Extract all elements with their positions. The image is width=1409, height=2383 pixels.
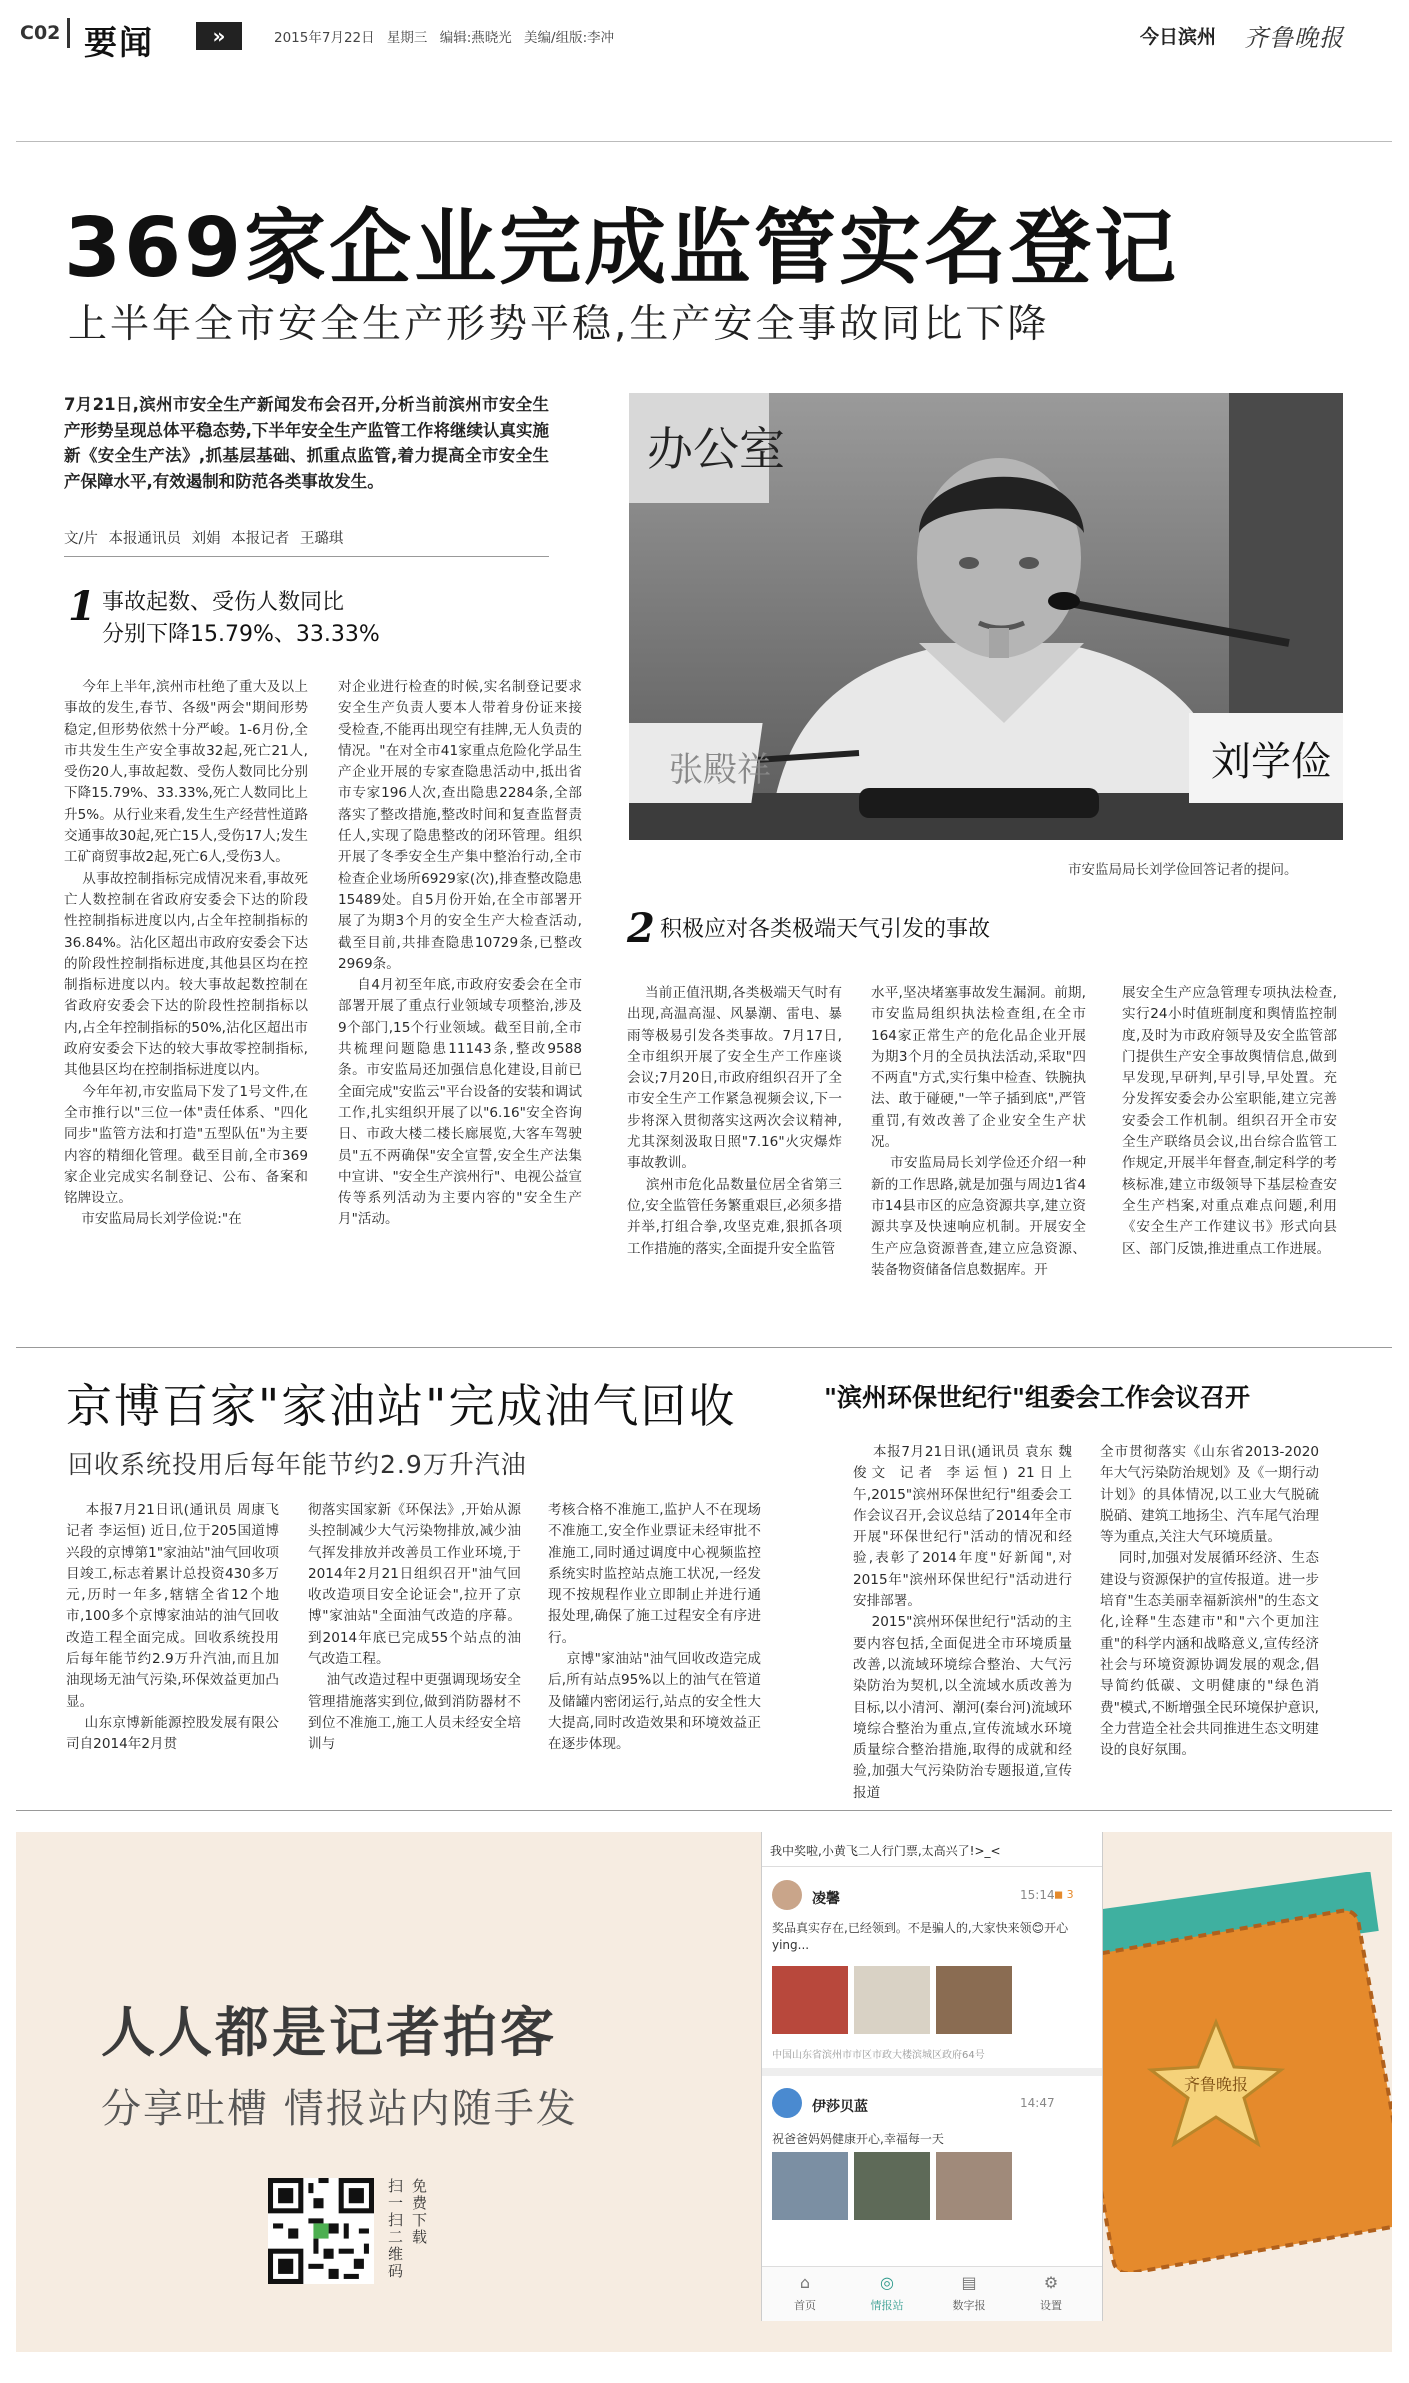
gear-icon[interactable]: ⚙ — [1043, 2273, 1059, 2292]
article-divider — [16, 1347, 1392, 1348]
avatar[interactable] — [772, 1880, 802, 1910]
article-3-column-2: 全市贯彻落实《山东省2013-2020年大气污染防治规划》及《一期行动计划》的具体情况,以工业大气脱硫脱硝、建筑工地扬尘、汽车尾气治理等为重点,关注大气环境质量。 同时,加强对发展循环经济、生态建设与资源保护的宣传报道。进一步培育"生态美丽幸福新滨州"的生态文化,诠释"生态建市"和"六个更加注重"的科学内涵和战略意义,宣传经济社会与环境资源协调发展的观念,倡导简约低碳、文明健康的"绿色消费"模式,不断增强全民环境保护意识,全力营造全社会共同推进生态文明建设的良好氛围。 — [1100, 1444, 1319, 1759]
tab-settings[interactable]: 设置 — [1040, 2299, 1062, 2312]
article-2-column-3: 考核合格不准施工,监护人不在现场不准施工,安全作业票证未经审批不准施工,同时通过调度中心视频监控系统实时监控站点施工状况,一经发现不按规程作业立即制止并进行通报处理,确保了施工过程安全有序进行。 京博"家油站"油气回收改造完成后,所有站点95%以上的油气在管道及储罐内密闭运行,站点的安全性大大提高,同时改造效果和环境效益正在逐步体现。 — [548, 1502, 761, 1753]
phone-rule — [762, 1866, 1102, 1867]
paper-logo: 齐鲁晚报 — [1244, 24, 1344, 52]
page-number: C02 — [20, 22, 61, 44]
tab-home[interactable]: 首页 — [794, 2299, 816, 2312]
tab-digital[interactable]: 数字报 — [952, 2299, 986, 2312]
qr-download-label: 免费下载 — [412, 2177, 428, 2246]
article-3-column-1: 本报7月21日讯(通讯员 袁东 魏俊文 记者 李运恒) 21日上午,2015"滨州环保世纪行"组委会工作会议召开,会议总结了2014年全市开展"环保世纪行"活动的情况和经验,表彰了2014年度"好新闻",对2015年"滨州环保世纪行"活动进行安排部署。 2015"滨州环保世纪行"活动的主要内容包括,全面促进全市环境质量改善,以流域环境综合整治、大气污染防治为契机,以全流域水质改善为目标,以小清河、潮河(秦台河)流域环境综合整治为重点,宣传流域水环境质量综合整治措施,取得的成就和经验,加强大气污染防治专题报道,宣传报道 — [853, 1444, 1072, 1801]
phone-tab-bar — [762, 2266, 1102, 2321]
byline: 文/片 本报通讯员 刘娟 本报记者 王璐琪 — [64, 531, 344, 547]
speaker-nameplate: 刘学俭 — [1211, 739, 1331, 785]
main-headline: 369家企业完成监管实名登记 — [64, 201, 1180, 296]
post-1-photo[interactable] — [936, 1966, 1012, 2034]
post-2-time: 14:47 — [1020, 2096, 1055, 2110]
intel-icon[interactable]: ◎ — [880, 2273, 894, 2292]
paper-edition: 今日滨州 — [1140, 26, 1217, 48]
book-badge-text: 齐鲁晚报 — [1184, 2075, 1249, 2094]
article-2-column-2: 彻落实国家新《环保法》,开始从源头控制减少大气污染物排放,减少油气挥发排放并改善员工作业环境,于2014年2月21日组织召开"油气回收改造项目安全论证会",拉开了京博"家油站"全面油气改造的序幕。到2014年底已完成55个站点的油气改造工程。 油气改造过程中更强调现场安全管理措施落实到位,做到消防器材不到位不准施工,施工人员未经安全培训与 — [308, 1502, 521, 1753]
ad-subheadline: 分享吐槽 情报站内随手发 — [101, 2086, 578, 2132]
section-name: 要闻 — [84, 23, 154, 62]
header-divider — [67, 18, 70, 48]
phone-banner-text: 我中奖啦,小黄飞二人行门票,太高兴了!>_< — [770, 1844, 1001, 1858]
post-1-text: 奖品真实存在,已经领到。不是骗人的,大家快来领😊开心ying... — [772, 1921, 1069, 1952]
notebook-illustration — [1066, 1872, 1392, 2272]
section-2-column-3: 展安全生产应急管理专项执法检查,实行24小时值班制度和舆情监控制度,及时为市政府领导及安全监管部门提供生产安全事故舆情信息,做到早发现,早研判,早引导,早处置。充分发挥安委会办公室职能,建立完善安委会工作机制。组织召开全市安全生产联络员会议,出台综合监管工作规定,开展半年督查,制定科学的考核标准,建立市级领导下基层检查安全生产档案,对重点难点问题,利用《安全生产工作建议书》形式向县区、部门反馈,推进重点工作进展。 — [1122, 985, 1337, 1257]
qr-label: 扫一扫 二维码 — [388, 2177, 404, 2280]
phone-gap — [762, 2068, 1102, 2076]
post-1-username[interactable]: 凌馨 — [812, 1891, 840, 1907]
section-1-column-1: 今年上半年,滨州市杜绝了重大及以上事故的发生,春节、各级"两会"期间形势稳定,但形势依然十分严峻。1-6月份,全市共发生生产安全事故32起,死亡21人,受伤20人,事故起数、受伤人数同比分别下降15.79%、33.33%,死亡人数同比上升5%。从行业来看,发生生产经营性道路交通事故30起,死亡15人,受伤17人;发生工矿商贸事故2起,死亡6人,受伤3人。 从事故控制指标完成情况来看,事故死亡人数控制在省政府安委会下达的阶段性控制指标进度以内,占全年控制指标的36.84%。沾化区超出市政府安委会下达的阶段性控制指标进度,其他县区均在控制指标进度以内。较大事故起数控制在省政府安委会下达的阶段性控制指标以内,占全年控制指标的50%,沾化区超出市政府安委会下达的较大事故零控制指标,其他县区均在控制指标进度以内。 今年年初,市安监局下发了1号文件,在全市推行以"三位一体"责任体系、"四化同步"监管方法和打造"五型队伍"为主要内容的精细化管理。截至目前,全市369家企业完成实名制登记、公布、备案和铭牌设立。 市安监局局长刘学俭说:"在 — [64, 679, 308, 1228]
ad-headline: 人人都是记者拍客 — [101, 2001, 557, 2064]
left-nameplate: 张殿祥 — [669, 750, 771, 790]
byline-rule — [64, 556, 549, 557]
post-1-time: 15:14 — [1020, 1888, 1055, 1902]
section-1-number: 1 — [68, 583, 96, 630]
post-2-username[interactable]: 伊莎贝蓝 — [812, 2099, 868, 2115]
section-1-title-line1: 事故起数、受伤人数同比 — [102, 590, 345, 615]
avatar[interactable] — [772, 2088, 802, 2118]
newspaper-icon[interactable]: ▤ — [961, 2273, 977, 2292]
photo-caption: 市安监局局长刘学俭回答记者的提问。 — [1068, 862, 1298, 878]
post-2-photo[interactable] — [854, 2152, 930, 2220]
post-2-photo[interactable] — [772, 2152, 848, 2220]
speaker-illustration — [629, 393, 1343, 840]
tab-intel[interactable]: 情报站 — [870, 2299, 904, 2312]
qr-code[interactable] — [268, 2178, 374, 2284]
article-2-column-1: 本报7月21日讯(通讯员 周康飞 记者 李运恒) 近日,位于205国道博兴段的京博第1"家油站"油气回收项目竣工,标志着累计总投资430多万元,历时一年多,辖辖全省12个地市,100多个京博家油站的油气回收改造工程全面完成。回收系统投用后每年能节约2.9万升汽油,而且加油现场无油气污染,环保效益更加凸显。 山东京博新能源控股发展有限公司自2014年2月贯 — [66, 1502, 279, 1753]
section-2-title: 积极应对各类极端天气引发的事故 — [660, 917, 991, 942]
home-icon[interactable]: ⌂ — [799, 2273, 811, 2292]
lead-paragraph: 7月21日,滨州市安全生产新闻发布会召开,分析当前滨州市安全生产形势呈现总体平稳态势,下半年安全生产监管工作将继续认真实施新《安全生产法》,抓基层基础、抓重点监管,着力提高全市安全生产保障水平,有效遏制和防范各类事故发生。 — [64, 395, 549, 491]
section-1-column-2: 对企业进行检查的时候,实名制登记要求安全生产负责人要本人带着身份证来接受检查,不能再出现空有挂牌,无人负责的情况。"在对全市41家重点危险化学品生产企业开展的专家查隐患活动中,抵出省市专家196人次,查出隐患2284条,全部落实了整改措施,整改时间和复查监督责任人,实现了隐患整改的闭环管理。组织开展了冬季安全生产集中整治行动,全市检查企业场所6929家(次),排查整改隐患15489处。自5月份开始,在全市部署开展了为期3个月的安全生产大检查活动,截至目前,共排查隐患10729条,已整改2969条。 自4月初至年底,市政府安委会在全市部署开展了重点行业领域专项整治,涉及9个部门,15个行业领域。截至目前,全市共梳理问题隐患11143条,整改9588条。市安监局还加强信息化建设,目前已全面完成"安监云"平台设备的安装和调试工作,扎实组织开展了以"6.16"安全咨询日、市政大楼二楼长廊展览,大客车驾驶员"五不两确保"安全宣誓,安全生产法集中宣讲、"安全生产滨州行"、电视公益宣传等系列活动为主要内容的"安全生产月"活动。 — [338, 679, 582, 1228]
post-2-photo[interactable] — [936, 2152, 1012, 2220]
section-1-title-line2: 分别下降15.79%、33.33% — [102, 622, 380, 647]
ad-divider — [16, 1810, 1392, 1811]
article-3-headline: "滨州环保世纪行"组委会工作会议召开 — [824, 1383, 1251, 1412]
phone-screen — [761, 1832, 1103, 2321]
post-1-photo[interactable] — [772, 1966, 848, 2034]
issue-meta: 2015年7月22日 星期三 编辑:燕晓光 美编/组版:李冲 — [274, 30, 615, 46]
header-rule — [16, 141, 1392, 142]
comment-icon[interactable]: ◼ 3 — [1054, 1888, 1074, 1901]
post-1-photo[interactable] — [854, 1966, 930, 2034]
article-2-headline: 京博百家"家油站"完成油气回收 — [66, 1379, 737, 1433]
wall-sign: 办公室 — [647, 422, 785, 476]
section-2-number: 2 — [627, 905, 655, 952]
section-arrow-icon: » — [196, 22, 242, 50]
section-2-column-1: 当前正值汛期,各类极端天气时有出现,高温高湿、风暴潮、雷电、暴雨等极易引发各类事故。7月17日,全市组织开展了安全生产工作座谈会议;7月20日,市政府组织召开了全市安全生产工作紧急视频会议,下一步将深入贯彻落实这两次会议精神,尤其深刻汲取日照"7.16"火灾爆炸事故教训。 滨州市危化品数量位居全省第三位,安全监管任务繁重艰巨,必须多措并举,打组合拳,攻坚克难,狠抓各项工作措施的落实,全面提升安全监管 — [627, 985, 842, 1257]
post-2-text: 祝爸爸妈妈健康开心,幸福每一天 — [772, 2132, 944, 2146]
article-2-subheadline: 回收系统投用后每年能节约2.9万升汽油 — [68, 1450, 527, 1479]
post-1-location: 中国山东省滨州市市区市政大楼滨城区政府64号 — [772, 2050, 985, 2061]
section-2-column-2: 水平,坚决堵塞事故发生漏洞。前期,市安监局组织执法检查组,在全市164家正常生产的危化品企业开展为期3个月的全员执法活动,采取"四不两直"方式,实行集中检查、铁腕执法、敢于碰硬,"一竿子插到底",严管重罚,有效改善了企业安全生产状况。 市安监局局长刘学俭还介绍一种新的工作思路,就是加强与周边1省4市14县市区的应急资源共享,建立资源共享及快速响应机制。开展安全生产应急资源普查,建立应急资源、装备物资储备信息数据库。开 — [871, 985, 1086, 1278]
main-subheadline: 上半年全市安全生产形势平稳,生产安全事故同比下降 — [68, 302, 1050, 347]
press-conference-photo — [629, 393, 1343, 840]
